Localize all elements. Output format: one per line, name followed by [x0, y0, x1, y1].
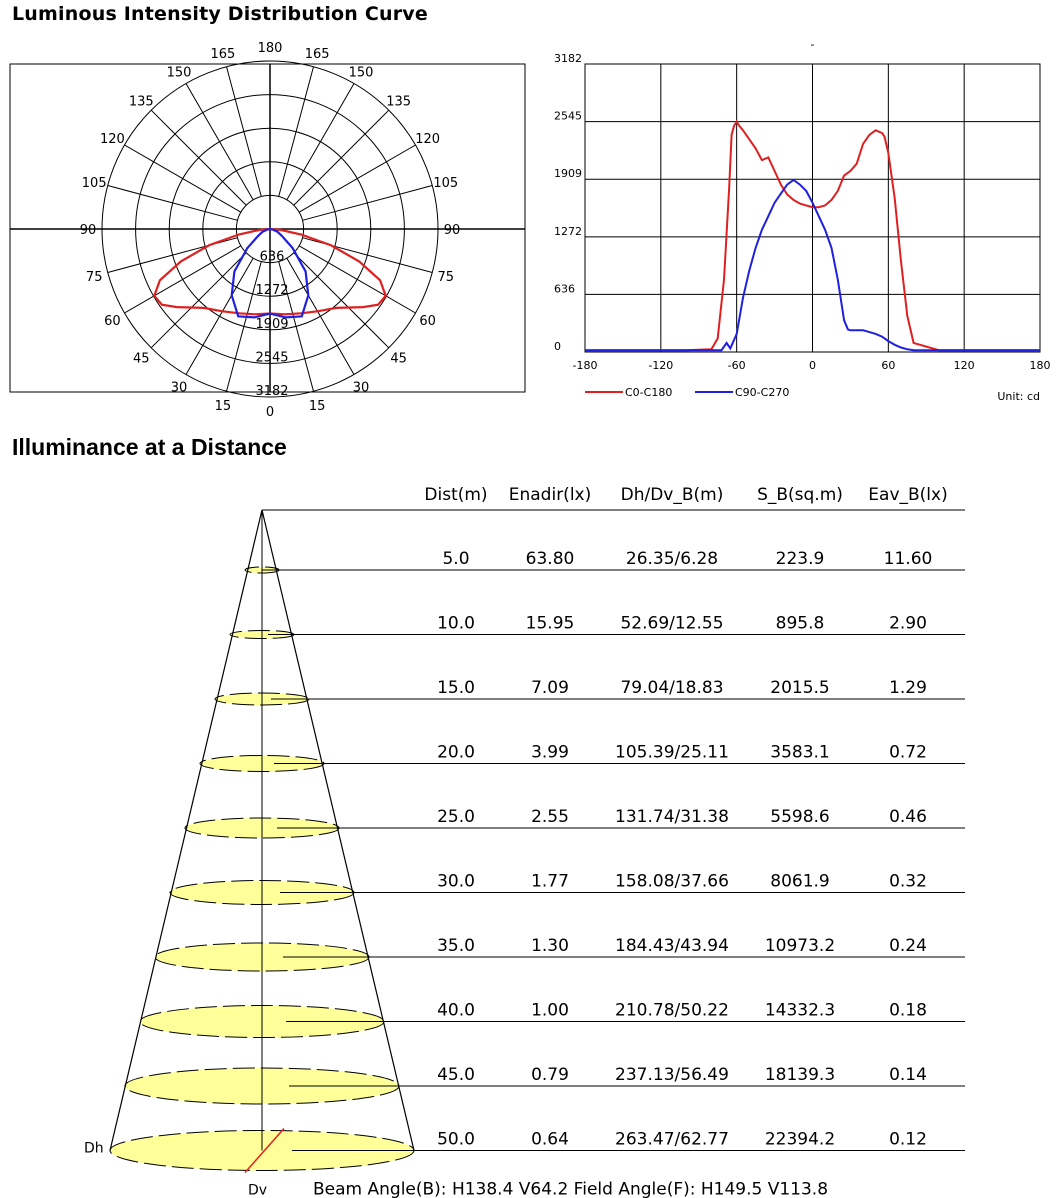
table-header: S_B(sq.m): [757, 485, 843, 505]
table-cell: 1.77: [531, 871, 569, 892]
table-cell: 158.08/37.66: [615, 871, 729, 892]
polar-intensity-chart: [0, 30, 535, 420]
table-cell: 223.9: [775, 549, 825, 569]
intensity-title: Luminous Intensity Distribution Curve: [12, 3, 428, 25]
table-cell: 895.8: [775, 613, 825, 634]
dv-label: Dv: [248, 1182, 268, 1198]
linear-x-tick: -60: [727, 359, 746, 372]
linear-x-tick: 0: [809, 359, 816, 372]
polar-angle-label: 60: [419, 314, 436, 329]
polar-angle-label: 90: [79, 223, 97, 238]
polar-angle-label: 75: [85, 270, 103, 286]
linear-y-tick: 636: [554, 282, 575, 296]
polar-angle-label: 165: [210, 47, 236, 63]
table-cell: 237.13/56.49: [615, 1065, 729, 1085]
table-cell: 5598.6: [770, 807, 830, 827]
linear-x-tick: -120: [648, 359, 674, 372]
polar-radial-label: 636: [259, 249, 285, 265]
polar-angle-label: 30: [170, 380, 188, 396]
polar-radial-label: 2545: [255, 350, 289, 366]
polar-angle-label: 60: [104, 314, 121, 329]
table-cell: 0.64: [531, 1129, 569, 1150]
linear-x-tick: 180: [1029, 359, 1051, 372]
polar-angle-label: 180: [257, 41, 283, 56]
table-cell: 3583.1: [770, 742, 830, 763]
polar-angle-label: 105: [81, 175, 107, 191]
table-cell: 30.0: [437, 871, 475, 892]
linear-x-tick: -180: [572, 359, 598, 372]
linear-x-tick: 60: [881, 359, 896, 372]
table-cell: 8061.9: [770, 871, 830, 892]
table-cell: 0.72: [889, 742, 927, 763]
table-cell: 1.00: [531, 1000, 569, 1021]
polar-angle-label: 30: [352, 380, 370, 396]
polar-radial-label: 1272: [255, 283, 289, 299]
dh-label: Dh: [84, 1140, 104, 1157]
table-cell: 0.18: [889, 1000, 927, 1021]
polar-angle-label: 90: [443, 223, 461, 238]
linear-intensity-chart: [540, 30, 1055, 410]
polar-angle-label: 45: [390, 351, 407, 367]
table-cell: 79.04/18.83: [620, 678, 724, 698]
table-cell: 22394.2: [764, 1129, 836, 1150]
polar-angle-label: 120: [415, 132, 441, 147]
polar-angle-label: 0: [265, 405, 275, 420]
polar-angle-label: 45: [133, 351, 150, 367]
polar-angle-label: 150: [166, 65, 192, 81]
table-cell: 131.74/31.38: [615, 807, 729, 827]
table-cell: 1.30: [531, 936, 569, 956]
illuminance-distance-chart: [0, 470, 1060, 1198]
table-header: Enadir(lx): [508, 485, 592, 505]
table-cell: 35.0: [437, 936, 475, 956]
table-cell: 63.80: [525, 549, 575, 569]
table-cell: 15.95: [525, 613, 575, 634]
table-cell: 3.99: [531, 742, 569, 763]
table-cell: 5.0: [442, 549, 470, 569]
table-cell: 15.0: [437, 678, 475, 698]
table-cell: 11.60: [883, 549, 933, 569]
polar-angle-label: 135: [128, 94, 154, 110]
table-cell: 10973.2: [764, 936, 836, 956]
table-cell: 1.29: [889, 678, 927, 698]
polar-angle-label: 15: [214, 398, 232, 414]
table-cell: 10.0: [437, 613, 475, 634]
table-header: Dist(m): [424, 485, 488, 505]
table-cell: 25.0: [437, 807, 475, 827]
polar-angle-label: 105: [433, 175, 459, 191]
table-cell: 263.47/62.77: [615, 1129, 729, 1150]
table-cell: 105.39/25.11: [615, 742, 729, 763]
polar-radial-label: 1909: [255, 316, 289, 332]
table-cell: 26.35/6.28: [625, 549, 719, 569]
linear-y-tick: 1272: [554, 224, 582, 238]
legend-label-0: C0-C180: [625, 386, 673, 399]
table-header: Dh/Dv_B(m): [620, 485, 724, 505]
table-cell: 2.90: [889, 613, 927, 634]
table-cell: 50.0: [437, 1129, 475, 1150]
polar-angle-label: 15: [308, 398, 326, 414]
linear-y-tick: 3182: [554, 52, 582, 65]
table-cell: 0.46: [889, 807, 927, 827]
polar-angle-label: 75: [437, 270, 455, 286]
legend-label-1: C90-C270: [735, 386, 790, 399]
table-cell: 45.0: [437, 1065, 475, 1085]
table-cell: 0.79: [531, 1065, 569, 1085]
polar-angle-label: 150: [348, 65, 374, 81]
polar-angle-label: 165: [304, 47, 330, 63]
table-cell: 18139.3: [764, 1065, 836, 1085]
linear-y-tick: 0: [554, 340, 561, 353]
linear-top-mark: -: [810, 38, 815, 51]
beam-field-angle-text: Beam Angle(B): H138.4 V64.2 Field Angle(F): H149.5 V113.8: [313, 1179, 829, 1198]
table-cell: 210.78/50.22: [615, 1000, 729, 1021]
linear-y-tick: 2545: [554, 109, 582, 123]
table-header: Eav_B(lx): [868, 485, 948, 505]
table-cell: 0.32: [889, 871, 927, 892]
table-cell: 40.0: [437, 1000, 475, 1021]
table-cell: 2.55: [531, 807, 569, 827]
polar-angle-label: 135: [386, 94, 412, 110]
table-cell: 0.14: [889, 1065, 927, 1085]
linear-unit-label: Unit: cd: [997, 390, 1040, 403]
polar-radial-label: 3182: [255, 384, 289, 399]
illuminance-title: Illuminance at a Distance: [12, 434, 287, 460]
table-cell: 14332.3: [764, 1000, 836, 1021]
table-cell: 52.69/12.55: [620, 613, 724, 634]
table-cell: 20.0: [437, 742, 475, 763]
table-cell: 0.12: [889, 1129, 927, 1150]
linear-y-tick: 1909: [554, 167, 582, 181]
table-cell: 2015.5: [770, 678, 830, 698]
linear-x-tick: 120: [953, 359, 975, 372]
table-cell: 184.43/43.94: [615, 936, 729, 956]
table-cell: 0.24: [889, 936, 927, 956]
table-cell: 7.09: [531, 678, 569, 698]
polar-angle-label: 120: [99, 132, 125, 147]
